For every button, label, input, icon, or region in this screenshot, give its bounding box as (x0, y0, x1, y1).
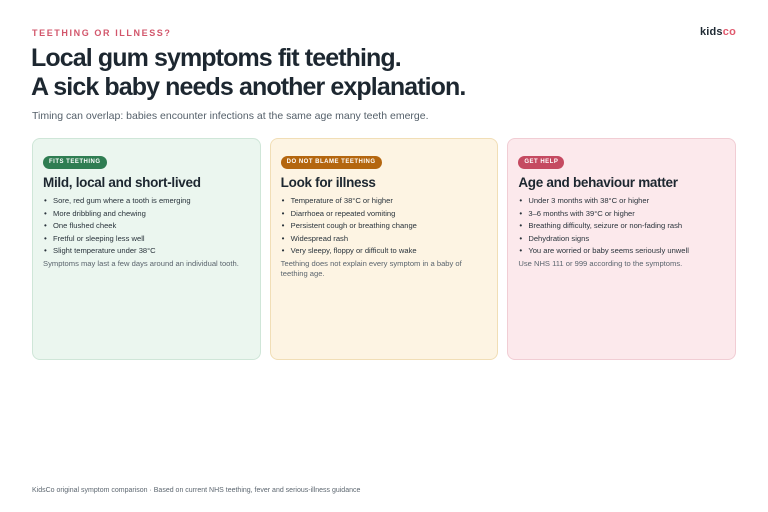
list-item: • Persistent cough or breathing change (281, 220, 488, 233)
card-note: Symptoms may last a few days around an individual tooth. (43, 258, 239, 268)
card-note: Use NHS 111 or 999 according to the symptoms. (518, 258, 683, 268)
symptom-list (43, 195, 250, 258)
card-title: Age and behaviour matter (518, 175, 678, 190)
list-item: • Fretful or sleeping less well (43, 233, 250, 246)
headline-line-1: Local gum symptoms fit teething. (31, 44, 401, 72)
symptom-list (281, 195, 488, 258)
card-note: Teething does not explain every symptom in a baby of teething age. (280, 258, 462, 279)
brand-prefix: kids (699, 26, 723, 38)
list-item: • Breathing difficulty, seizure or non-fading rash (518, 220, 725, 233)
list-item: • One flushed cheek (43, 220, 250, 233)
list-item: • Temperature of 38°C or higher (281, 195, 488, 208)
card-title: Mild, local and short-lived (43, 175, 201, 190)
card-badge: DO NOT BLAME TEETHING (281, 156, 382, 169)
list-item: • Sore, red gum where a tooth is emerging (43, 195, 250, 208)
card-badge: GET HELP (518, 156, 564, 169)
symptom-cards (32, 138, 736, 360)
card-do-not-blame-teething (270, 138, 499, 360)
eyebrow-label: TEETHING OR ILLNESS? (32, 28, 172, 38)
list-item: • 3–6 months with 39°C or higher (518, 208, 725, 221)
footer-source-note: KidsCo original symptom comparison · Based on current NHS teething, fever and serious-illness guidance (32, 487, 361, 494)
card-get-help (507, 138, 736, 360)
list-item: • More dribbling and chewing (43, 208, 250, 221)
card-title: Look for illness (280, 175, 376, 190)
card-fits-teething (32, 138, 261, 360)
list-item: • Widespread rash (281, 233, 488, 246)
brand-suffix: co (722, 26, 736, 38)
list-item: • Dehydration signs (518, 233, 725, 246)
list-item: • Diarrhoea or repeated vomiting (281, 208, 488, 221)
page-subtitle: Timing can overlap: babies encounter infections at the same age many teeth emerge. (32, 110, 429, 122)
list-item: • Under 3 months with 38°C or higher (518, 195, 725, 208)
page-title (31, 44, 731, 102)
symptom-list (518, 195, 725, 258)
brand-logo[interactable] (700, 26, 736, 38)
list-item: • Very sleepy, floppy or difficult to wake (281, 245, 488, 258)
list-item: • You are worried or baby seems seriously unwell (518, 245, 725, 258)
card-badge: FITS TEETHING (43, 156, 107, 169)
list-item: • Slight temperature under 38°C (43, 245, 250, 258)
headline-line-2: A sick baby needs another explanation. (31, 73, 466, 101)
